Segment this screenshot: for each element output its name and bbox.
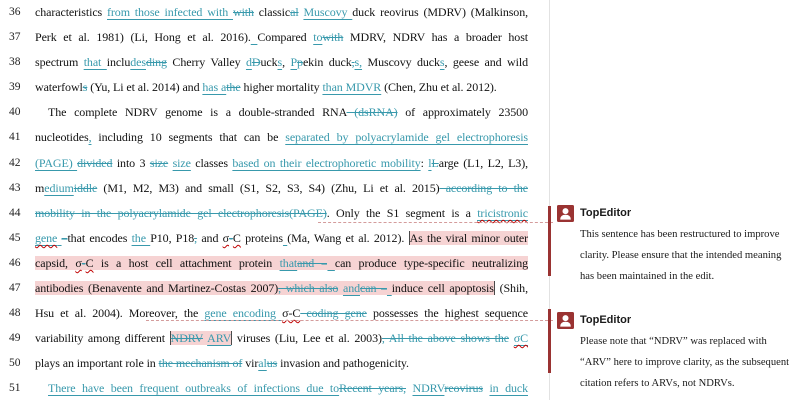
deleted-text: with xyxy=(233,5,254,19)
deleted-text: reovirus xyxy=(444,381,483,396)
inserted-text: NDRV xyxy=(412,381,445,396)
text: Compared xyxy=(257,30,314,45)
line-text[interactable] xyxy=(35,75,528,100)
text: Hsu et al. 2004). Moreover, the xyxy=(35,306,205,321)
inserted-text: s, xyxy=(354,55,363,70)
inserted-text: than MDVR xyxy=(322,80,382,95)
line-number: 49 xyxy=(9,332,21,345)
inserted-text xyxy=(327,256,334,270)
deleted-text: - xyxy=(81,255,86,270)
inserted-text: ARV xyxy=(207,331,232,346)
text: possesses the highest sequence xyxy=(366,306,529,321)
document-line xyxy=(0,376,545,400)
misspelled-text: σ xyxy=(222,230,230,245)
inserted-text: has a xyxy=(202,80,227,95)
inserted-text: l xyxy=(428,155,432,170)
deleted-text: divided xyxy=(77,155,113,170)
text: m xyxy=(35,180,45,195)
user-avatar-icon xyxy=(557,312,574,329)
document-line xyxy=(0,301,545,326)
text: induce cell apoptosis xyxy=(391,281,494,296)
inserted-text: des xyxy=(130,55,146,70)
inserted-text: gene xyxy=(35,230,58,245)
text: (Chen, Zhu et al. 2012). xyxy=(381,80,497,95)
comment-card[interactable] xyxy=(557,204,795,287)
text: Cherry Valley xyxy=(166,55,246,70)
line-text[interactable] xyxy=(35,351,528,376)
deleted-text: NDRV xyxy=(170,331,204,346)
text: into 3 xyxy=(112,155,150,170)
text: capsid, xyxy=(35,255,76,270)
line-number: 41 xyxy=(9,131,21,144)
line-number: 45 xyxy=(9,231,21,244)
inserted-text: s xyxy=(277,55,283,70)
text: classes xyxy=(190,155,233,170)
text: ekin duck xyxy=(302,55,352,70)
text: Perk et al. 1981) (Li, Hong et al. 2016). xyxy=(35,30,251,45)
inserted-text: and xyxy=(342,281,360,296)
inserted-text: , xyxy=(88,130,92,145)
line-number: 39 xyxy=(9,81,21,94)
line-text[interactable] xyxy=(35,301,528,326)
text: arge (L1, L2, L3), xyxy=(438,155,528,170)
deleted-text: the xyxy=(226,80,241,95)
text: plays an important role in xyxy=(35,356,159,371)
inserted-text: (PAGE) xyxy=(35,155,78,170)
line-number: 51 xyxy=(9,382,21,395)
line-number: 47 xyxy=(9,282,21,295)
text: characteristics xyxy=(35,5,107,19)
deleted-text: al xyxy=(290,5,299,19)
line-text[interactable] xyxy=(35,125,528,150)
line-text[interactable] xyxy=(35,276,528,301)
text: waterfowl xyxy=(35,80,83,95)
deleted-text: according to the xyxy=(439,180,528,195)
inserted-text: that xyxy=(279,255,298,270)
line-text[interactable] xyxy=(35,376,528,400)
inserted-text: Muscovy xyxy=(303,5,353,19)
text: (Ma, Wang et al. 2012). xyxy=(287,230,409,245)
line-text[interactable] xyxy=(35,226,528,251)
inserted-text: tricistronic xyxy=(477,205,528,220)
deleted-text: – xyxy=(61,230,68,245)
deleted-text: Recent years, xyxy=(339,381,406,396)
document-line xyxy=(0,50,545,75)
comment-author: TopEditor xyxy=(580,207,632,219)
line-text[interactable] xyxy=(35,251,528,276)
inserted-text: s xyxy=(439,55,445,70)
line-text[interactable] xyxy=(35,0,528,25)
deleted-text: - xyxy=(229,230,233,245)
text: MDRV, NDRV has a broader host xyxy=(343,30,529,45)
line-text[interactable] xyxy=(35,50,528,75)
line-number: 36 xyxy=(9,6,21,18)
deleted-text: p xyxy=(297,55,303,70)
document-line xyxy=(0,351,545,376)
line-number: 40 xyxy=(9,106,21,119)
comment-anchor-bar xyxy=(548,309,551,373)
deleted-text: (dsRNA) xyxy=(346,105,398,120)
inserted-text: d xyxy=(245,55,252,70)
deleted-text: and – xyxy=(297,255,328,270)
deleted-text: size xyxy=(149,155,169,170)
text: The complete NDRV genome is a double-stranded RNA xyxy=(48,105,347,120)
text: variability among different xyxy=(35,331,170,346)
text: and xyxy=(197,230,223,245)
deleted-text: , which also xyxy=(278,281,339,296)
text: can produce type-specific neutralizing xyxy=(334,255,529,270)
text: invasion and pathogenicity. xyxy=(277,356,409,371)
inserted-text: P xyxy=(290,55,298,70)
text: (Yu, Li et al. 2014) and xyxy=(87,80,203,95)
text: proteins xyxy=(240,230,283,245)
line-text[interactable] xyxy=(35,25,528,50)
text: (Shih, xyxy=(494,281,528,296)
deleted-text: can – xyxy=(360,281,387,296)
deleted-text: coding gene xyxy=(300,306,367,321)
misspelled-text: C xyxy=(232,230,241,245)
inserted-text: separated by polyacrylamide gel electrophoresis xyxy=(285,130,528,145)
text: antibodies (Benavente and Martinez-Costas 2007) xyxy=(35,281,279,296)
document-line xyxy=(0,251,545,276)
comment-connector-line xyxy=(318,222,553,223)
comment-author: TopEditor xyxy=(580,314,632,326)
text: Muscovy duck xyxy=(362,55,440,70)
deleted-text: , xyxy=(194,230,198,245)
document-line xyxy=(0,226,545,251)
comment-card[interactable] xyxy=(557,311,795,394)
deleted-text: , xyxy=(351,55,355,70)
comment-connector-line xyxy=(146,320,553,321)
inserted-text xyxy=(387,281,392,295)
line-text[interactable] xyxy=(35,151,528,176)
deleted-text: the mechanism of xyxy=(158,356,243,371)
line-number: 43 xyxy=(9,181,21,194)
text: vir xyxy=(242,356,259,371)
inserted-text: that xyxy=(83,55,107,70)
deleted-text: mobility in the polyacrylamide gel electrophoresis(PAGE) xyxy=(35,205,327,220)
comment-header xyxy=(557,204,795,222)
line-number: 38 xyxy=(9,56,21,69)
deleted-text: ding xyxy=(145,55,167,70)
document-line xyxy=(0,151,545,176)
inserted-text: σC xyxy=(513,331,528,346)
inserted-text: gene encoding xyxy=(204,306,283,321)
inserted-text: in duck xyxy=(489,381,528,396)
document-line xyxy=(0,125,545,150)
line-number: 44 xyxy=(9,206,21,219)
comment-text: Please note that “NDRV” was replaced with “ARV” here to improve clarity, as the subsequent citation refers to ARVs, not NDRVs. xyxy=(580,336,790,389)
line-number: 42 xyxy=(9,156,21,169)
line-text[interactable] xyxy=(35,326,528,351)
document-line xyxy=(0,75,545,100)
text: of approximately 23500 xyxy=(397,105,528,120)
text: higher mortality xyxy=(240,80,323,95)
comment-header xyxy=(557,311,795,329)
document-line xyxy=(0,25,545,50)
inserted-text: the xyxy=(131,230,151,245)
line-number: 37 xyxy=(9,31,21,44)
deleted-text: with xyxy=(322,30,344,45)
inserted-text: size xyxy=(172,155,191,170)
text: classic xyxy=(253,5,291,19)
text: is a host cell attachment protein xyxy=(93,255,280,270)
text: viruses (Liu, Lee et al. 2003) xyxy=(232,331,382,346)
text: . Only the S1 segment is a xyxy=(326,205,478,220)
text: (M1, M2, M3) and small (S1, S2, S3, S4) (Zhu, Li et al. 2015) xyxy=(97,180,440,195)
line-number: 48 xyxy=(9,307,21,320)
text: that encodes xyxy=(67,230,132,245)
line-number: 46 xyxy=(9,256,21,269)
text: As the viral minor outer xyxy=(409,230,528,245)
text: , xyxy=(282,55,291,70)
deleted-text: s xyxy=(82,80,88,95)
inserted-text: al xyxy=(258,356,267,371)
misspelled-text: C xyxy=(85,255,94,270)
line-text[interactable] xyxy=(35,100,528,125)
deleted-text: , All the above shows the xyxy=(381,331,510,346)
document-line xyxy=(0,100,545,125)
text: duck reovirus (MDRV) (Malkinson, xyxy=(352,5,528,19)
text: spectrum xyxy=(35,55,84,70)
text: : xyxy=(420,155,429,170)
deleted-text: D xyxy=(251,55,261,70)
text: inclu xyxy=(106,55,131,70)
inserted-text: from those infected with xyxy=(107,5,233,19)
text: uck xyxy=(260,55,278,70)
line-number: 50 xyxy=(9,357,21,370)
user-avatar-icon xyxy=(557,205,574,222)
text: including 10 segments that can be xyxy=(91,130,286,145)
document-line xyxy=(0,176,545,201)
misspelled-text: σ-C xyxy=(282,306,301,321)
inserted-text: based on their electrophoretic mobility xyxy=(232,155,421,170)
inserted-text: edium xyxy=(44,180,74,195)
inserted-text: to xyxy=(313,30,323,45)
inserted-text: There have been frequent outbreaks of infections due to xyxy=(48,381,340,396)
comment-text: This sentence has been restructured to improve clarity. Please ensure that the intended meaning has been maintained in the edit. xyxy=(580,229,782,282)
deleted-text: us xyxy=(266,356,278,371)
deleted-text: L xyxy=(431,155,439,170)
deleted-text: iddle xyxy=(73,180,98,195)
text xyxy=(509,331,514,345)
document-line xyxy=(0,0,545,25)
document-line xyxy=(0,276,545,301)
text: , geese and wild xyxy=(444,55,528,70)
document-line xyxy=(0,326,545,351)
comment-anchor-bar xyxy=(548,206,551,276)
text: P10, P18 xyxy=(150,230,195,245)
text: nucleotides xyxy=(35,130,89,145)
misspelled-text: σ xyxy=(75,255,82,270)
line-text[interactable] xyxy=(35,176,528,201)
